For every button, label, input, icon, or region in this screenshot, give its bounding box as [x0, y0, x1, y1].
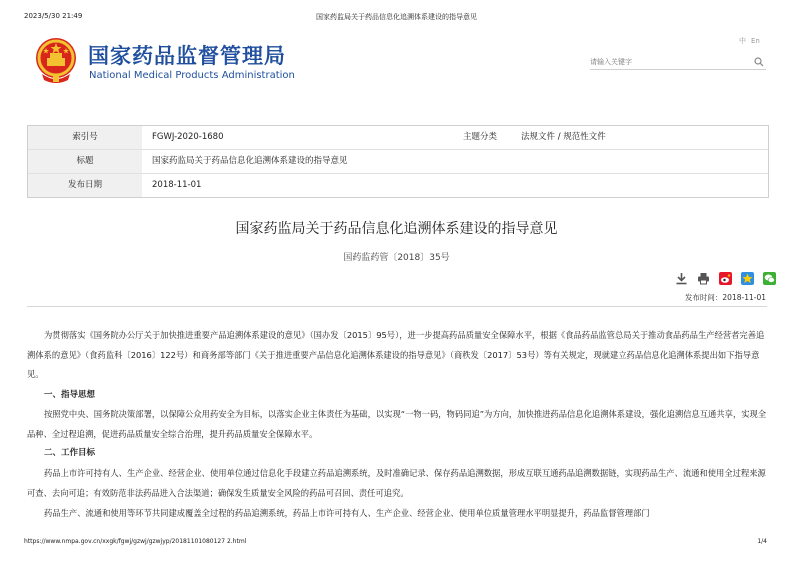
divider	[27, 306, 767, 307]
article-title: 国家药监局关于药品信息化追溯体系建设的指导意见	[235, 221, 558, 237]
category-label: 主题分类	[462, 132, 497, 142]
paragraph-guiding-principle: 按照党中央、国务院决策部署，以保障公众用药安全为目标，以落实企业主体责任为基础，以实现“一物一码，物码同追”为方向，加快推进药品信息化追溯体系建设，强化追溯信息互通共享，实现全品种、全过程追溯，促进药品质量安全综合治理，提升药品质量安全保障水平。	[27, 409, 767, 439]
category-value: 法规文件 / 规范性文件	[521, 132, 606, 142]
document-number: 国药监药管〔2018〕35号	[343, 253, 450, 263]
print-datetime: 2023/5/30 21:49	[24, 12, 83, 20]
title-label: 标题	[28, 150, 142, 173]
national-emblem-logo[interactable]	[34, 36, 78, 84]
info-row-index	[28, 126, 768, 150]
paragraph-work-goals-2: 药品生产、流通和使用等环节共同建成覆盖全过程的药品追溯系统，药品上市许可持有人、生产企业、经营企业、使用单位质量管理水平明显提升，药品监督管理部门	[44, 508, 650, 518]
section-heading-work-goals: 二、工作目标	[44, 448, 96, 458]
print-url: https://www.nmpa.gov.cn/xxgk/fgwj/gzwj/gzwjyp/20181101080127 2.html	[24, 538, 247, 545]
print-title: 国家药监局关于药品信息化追溯体系建设的指导意见	[316, 13, 477, 21]
date-value: 2018-11-01	[152, 180, 202, 190]
site-name-cn[interactable]: 国家药品监督管理局	[88, 44, 286, 68]
document-info-table	[27, 125, 769, 198]
site-name-en[interactable]: National Medical Products Administration	[89, 70, 295, 81]
search-icon[interactable]	[754, 57, 764, 67]
paragraph-intro: 为贯彻落实《国务院办公厅关于加快推进重要产品追溯体系建设的意见》（国办发〔2015〕95号），进一步提高药品质量安全保障水平，根据《食品药品监管总局关于推动食品药品生产经营者完善追溯体系的意见》（食药监科〔2016〕122号）和商务部等部门《关于推进重要产品信息化追溯体系建设的指导意见》（商秩发〔2017〕53号）等有关规定，现就建立药品信息化追溯体系提出如下指导意见。	[27, 330, 765, 379]
print-page-number: 1/4	[757, 538, 767, 545]
wechat-icon[interactable]	[763, 272, 776, 285]
qzone-icon[interactable]	[741, 272, 754, 285]
title-value: 国家药监局关于药品信息化追溯体系建设的指导意见	[152, 156, 348, 166]
paragraph-work-goals-1: 药品上市许可持有人、生产企业、经营企业、使用单位通过信息化手段建立药品追溯系统，及时准确记录、保存药品追溯数据，形成互联互通药品追溯数据链，实现药品生产、流通和使用全过程来源可查、去向可追；有效防范非法药品进入合法渠道；确保发生质量安全风险的药品可召回、责任可追究。	[27, 468, 766, 498]
info-row-date	[28, 174, 768, 197]
info-row-title	[28, 150, 768, 174]
language-switch	[739, 36, 765, 46]
date-label: 发布日期	[28, 174, 142, 197]
publish-time: 发布时间：2018-11-01	[684, 293, 766, 302]
article-tools	[675, 268, 780, 284]
section-heading-guiding-principle: 一、指导思想	[44, 390, 96, 400]
search-input[interactable]	[590, 55, 740, 68]
print-icon[interactable]	[697, 272, 710, 285]
download-icon[interactable]	[675, 272, 688, 285]
index-value: FGWJ-2020-1680	[152, 132, 224, 142]
index-label: 索引号	[28, 126, 142, 149]
lang-zh-link[interactable]: 中	[739, 37, 746, 45]
search-box	[590, 55, 766, 70]
lang-en-link[interactable]: En	[751, 37, 760, 45]
weibo-icon[interactable]	[719, 272, 732, 285]
